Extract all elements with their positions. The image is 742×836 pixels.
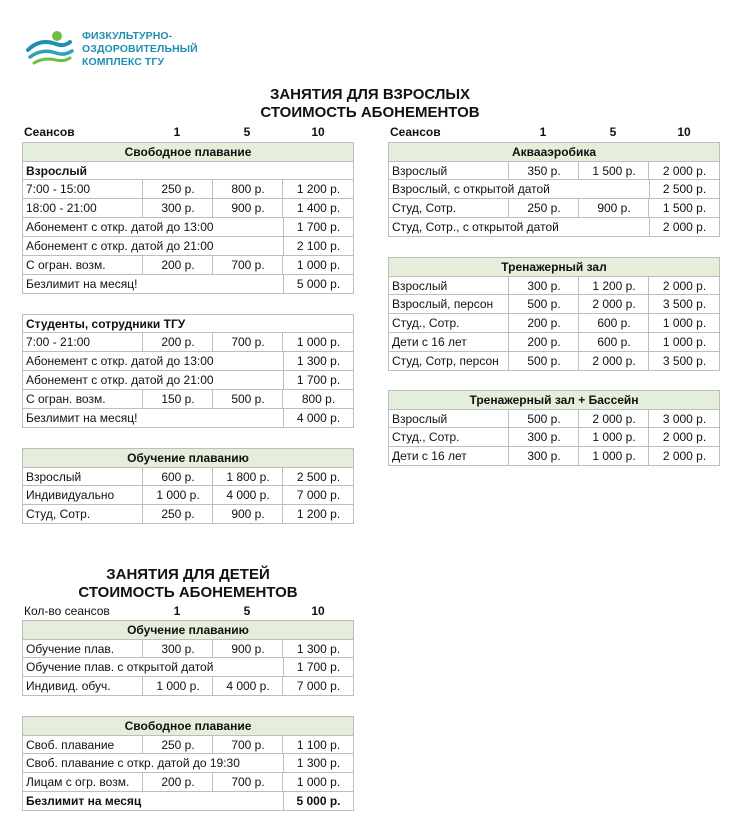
price-cell: 900 р.	[214, 505, 283, 523]
adults-left-sessions-header	[22, 124, 354, 140]
row-label: Обучение плав. с открытой датой	[26, 660, 214, 674]
sessions-1: 1	[173, 604, 181, 618]
price-cell: 3 500 р.	[662, 297, 707, 311]
adults-heading-line: СТОИМОСТЬ АБОНЕМЕНТОВ	[260, 104, 480, 121]
table-title: Тренажерный зал	[388, 257, 720, 276]
kids-heading-line: ЗАНЯТИЯ ДЛЯ ДЕТЕЙ	[106, 566, 270, 583]
table-row	[388, 409, 720, 428]
aqua-aerobics-table	[388, 142, 720, 237]
kids-heading-line: СТОИМОСТЬ АБОНЕМЕНТОВ	[78, 584, 298, 601]
row-label: Взрослый	[389, 162, 509, 180]
table-row	[22, 773, 354, 792]
price-cell: 700 р.	[214, 333, 283, 351]
price-cell: 1 200 р.	[296, 507, 341, 521]
price-cell: 700 р.	[214, 736, 283, 754]
adults-heading-line: ЗАНЯТИЯ ДЛЯ ВЗРОСЛЫХ	[269, 86, 471, 103]
price-cell: 2 000 р.	[649, 218, 719, 236]
row-label: Студ., Сотр.	[389, 428, 509, 446]
table-row	[22, 658, 354, 677]
table-row	[22, 735, 354, 754]
price-cell: 800 р.	[214, 180, 283, 198]
group-row	[22, 314, 354, 333]
price-cell: 250 р.	[144, 180, 213, 198]
price-cell: 5 000 р.	[283, 792, 353, 810]
table-row	[388, 218, 720, 237]
price-cell: 5 000 р.	[283, 275, 353, 293]
row-label: Индивидуально	[23, 486, 143, 504]
table-row	[22, 467, 354, 486]
logo-line: КОМПЛЕКС ТГУ	[82, 56, 165, 68]
sessions-10: 10	[311, 125, 325, 139]
table-row	[388, 428, 720, 447]
table-row	[22, 409, 354, 428]
price-cell: 1 800 р.	[214, 468, 283, 486]
price-cell: 1 500 р.	[580, 162, 649, 180]
sessions-1: 1	[173, 125, 181, 139]
row-label: Дети с 16 лет	[389, 447, 509, 465]
price-cell: 200 р.	[510, 333, 579, 351]
price-cell: 2 500 р.	[649, 180, 719, 198]
price-cell: 7 000 р.	[296, 488, 341, 502]
row-label: Взрослый	[389, 277, 509, 295]
price-cell: 1 000 р.	[144, 486, 213, 504]
swimmer-logo-icon	[26, 28, 76, 68]
row-label: Безлимит на месяц!	[26, 277, 138, 291]
row-label: Студ, Сотр.	[389, 199, 509, 217]
row-label: Взрослый, с открытой датой	[392, 182, 550, 196]
group-row	[22, 161, 354, 180]
price-cell: 250 р.	[510, 199, 579, 217]
table-row	[22, 677, 354, 696]
price-cell: 1 700 р.	[283, 371, 353, 389]
price-cell: 200 р.	[144, 256, 213, 274]
table-row	[22, 754, 354, 773]
price-cell: 1 000 р.	[296, 335, 341, 349]
sessions-label: Сеансов	[390, 125, 441, 139]
table-row	[388, 199, 720, 218]
table-row	[22, 792, 354, 811]
row-label: Абонемент с откр. датой до 13:00	[26, 354, 214, 368]
kids-sessions-header	[22, 603, 354, 619]
logo	[26, 26, 206, 72]
kids-swim-training-table	[22, 620, 354, 696]
price-cell: 350 р.	[510, 162, 579, 180]
row-label: Взрослый	[389, 410, 509, 428]
price-cell: 7 000 р.	[296, 679, 341, 693]
table-row	[22, 256, 354, 275]
sessions-10: 10	[677, 125, 691, 139]
row-label: Взрослый	[23, 468, 143, 486]
row-label: Дети с 16 лет	[389, 333, 509, 351]
price-cell: 2 000 р.	[662, 449, 707, 463]
price-cell: 900 р.	[214, 199, 283, 217]
table-row	[22, 505, 354, 524]
group-label: Взрослый	[26, 164, 88, 178]
price-cell: 4 000 р.	[283, 409, 353, 427]
row-label: Абонемент с откр. датой до 21:00	[26, 239, 214, 253]
table-row	[388, 314, 720, 333]
price-cell: 1 200 р.	[296, 182, 341, 196]
row-label: Обучение плав.	[23, 640, 143, 658]
table-title: Тренажерный зал + Бассейн	[388, 390, 720, 409]
price-cell: 700 р.	[214, 773, 283, 791]
row-label: Абонемент с откр. датой до 13:00	[26, 220, 214, 234]
price-cell: 600 р.	[144, 468, 213, 486]
sessions-5: 5	[243, 125, 251, 139]
table-row	[22, 390, 354, 409]
row-label: 18:00 - 21:00	[23, 199, 143, 217]
price-cell: 900 р.	[214, 640, 283, 658]
price-cell: 300 р.	[144, 199, 213, 217]
row-label: 7:00 - 15:00	[23, 180, 143, 198]
table-row	[388, 447, 720, 466]
table-row	[22, 639, 354, 658]
sessions-label: Кол-во сеансов	[24, 604, 110, 618]
price-cell: 500 р.	[510, 295, 579, 313]
row-label: 7:00 - 21:00	[23, 333, 143, 351]
sessions-label: Сеансов	[24, 125, 75, 139]
price-cell: 1 300 р.	[283, 352, 353, 370]
price-cell: 2 000 р.	[662, 279, 707, 293]
logo-text	[82, 30, 198, 69]
adults-students-table	[22, 314, 354, 428]
sessions-5: 5	[243, 604, 251, 618]
price-cell: 700 р.	[214, 256, 283, 274]
price-cell: 1 100 р.	[296, 738, 341, 752]
gym-pool-table	[388, 390, 720, 466]
table-row	[22, 218, 354, 237]
row-label: Студ, Сотр., с открытой датой	[392, 220, 559, 234]
table-row	[22, 371, 354, 390]
row-label: Безлимит на месяц	[26, 794, 142, 808]
row-label: Индивид. обуч.	[23, 677, 143, 695]
adults-heading	[200, 86, 540, 122]
group-label: Студенты, сотрудники ТГУ	[26, 317, 186, 331]
price-cell: 1 000 р.	[144, 677, 213, 695]
row-label: Своб. плавание с откр. датой до 19:30	[26, 756, 240, 770]
price-cell: 500 р.	[510, 410, 579, 428]
price-cell: 1 500 р.	[662, 201, 707, 215]
price-cell: 200 р.	[144, 333, 213, 351]
row-label: Своб. плавание	[23, 736, 143, 754]
price-cell: 500 р.	[214, 390, 283, 408]
table-row	[22, 275, 354, 294]
price-cell: 1 300 р.	[283, 754, 353, 772]
table-row	[388, 295, 720, 314]
table-row	[388, 276, 720, 295]
kids-heading	[22, 566, 354, 602]
table-row	[22, 199, 354, 218]
row-label: Взрослый, персон	[389, 295, 509, 313]
price-cell: 500 р.	[510, 352, 579, 370]
price-cell: 3 000 р.	[662, 412, 707, 426]
price-cell: 250 р.	[144, 505, 213, 523]
table-row	[388, 333, 720, 352]
price-cell: 2 100 р.	[283, 237, 353, 255]
price-cell: 300 р.	[510, 447, 579, 465]
price-cell: 150 р.	[144, 390, 213, 408]
kids-free-swim-table	[22, 716, 354, 811]
table-row	[388, 180, 720, 199]
price-cell: 900 р.	[580, 199, 649, 217]
row-label: Абонемент с откр. датой до 21:00	[26, 373, 214, 387]
table-row	[22, 180, 354, 199]
price-cell: 200 р.	[510, 314, 579, 332]
price-cell: 1 000 р.	[296, 775, 341, 789]
table-title: Обучение плаванию	[22, 620, 354, 639]
table-row	[388, 161, 720, 180]
price-cell: 1 000 р.	[662, 316, 707, 330]
price-cell: 200 р.	[144, 773, 213, 791]
table-title: Свободное плавание	[22, 716, 354, 735]
price-cell: 300 р.	[510, 277, 579, 295]
logo-line: ОЗДОРОВИТЕЛЬНЫЙ	[82, 43, 198, 55]
row-label: Студ, Сотр.	[23, 505, 143, 523]
price-cell: 2 000 р.	[662, 430, 707, 444]
row-label: Безлимит на месяц!	[26, 411, 138, 425]
row-label: Лицам с огр. возм.	[23, 773, 143, 791]
price-cell: 2 000 р.	[662, 164, 707, 178]
gym-table	[388, 257, 720, 371]
price-cell: 1 700 р.	[283, 658, 353, 676]
price-cell: 1 000 р.	[580, 428, 649, 446]
price-cell: 4 000 р.	[214, 677, 283, 695]
sessions-10: 10	[311, 604, 325, 618]
price-cell: 2 000 р.	[580, 295, 649, 313]
price-cell: 1 300 р.	[296, 642, 341, 656]
price-cell: 300 р.	[144, 640, 213, 658]
sessions-5: 5	[609, 125, 617, 139]
price-cell: 1 400 р.	[296, 201, 341, 215]
table-row	[388, 352, 720, 371]
price-cell: 1 000 р.	[580, 447, 649, 465]
adults-free-swim-table	[22, 142, 354, 294]
row-label: С огран. возм.	[23, 390, 143, 408]
price-cell: 2 000 р.	[580, 410, 649, 428]
adults-swim-training-table	[22, 448, 354, 524]
row-label: Студ., Сотр.	[389, 314, 509, 332]
table-title: Аквааэробика	[388, 142, 720, 161]
adults-right-sessions-header	[388, 124, 720, 140]
price-cell: 1 000 р.	[662, 335, 707, 349]
row-label: С огран. возм.	[23, 256, 143, 274]
sessions-1: 1	[539, 125, 547, 139]
price-cell: 2 000 р.	[580, 352, 649, 370]
table-row	[22, 333, 354, 352]
price-cell: 600 р.	[580, 314, 649, 332]
table-title: Свободное плавание	[22, 142, 354, 161]
price-cell: 1 700 р.	[283, 218, 353, 236]
price-cell: 4 000 р.	[214, 486, 283, 504]
table-row	[22, 237, 354, 256]
row-label: Студ, Сотр, персон	[389, 352, 509, 370]
price-cell: 800 р.	[301, 392, 336, 406]
table-title: Обучение плаванию	[22, 448, 354, 467]
table-row	[22, 486, 354, 505]
price-cell: 600 р.	[580, 333, 649, 351]
table-row	[22, 352, 354, 371]
price-cell: 1 200 р.	[580, 277, 649, 295]
price-cell: 2 500 р.	[296, 470, 341, 484]
logo-line: ФИЗКУЛЬТУРНО-	[82, 30, 173, 42]
price-cell: 3 500 р.	[662, 354, 707, 368]
price-cell: 250 р.	[144, 736, 213, 754]
price-cell: 1 000 р.	[296, 258, 341, 272]
price-cell: 300 р.	[510, 428, 579, 446]
